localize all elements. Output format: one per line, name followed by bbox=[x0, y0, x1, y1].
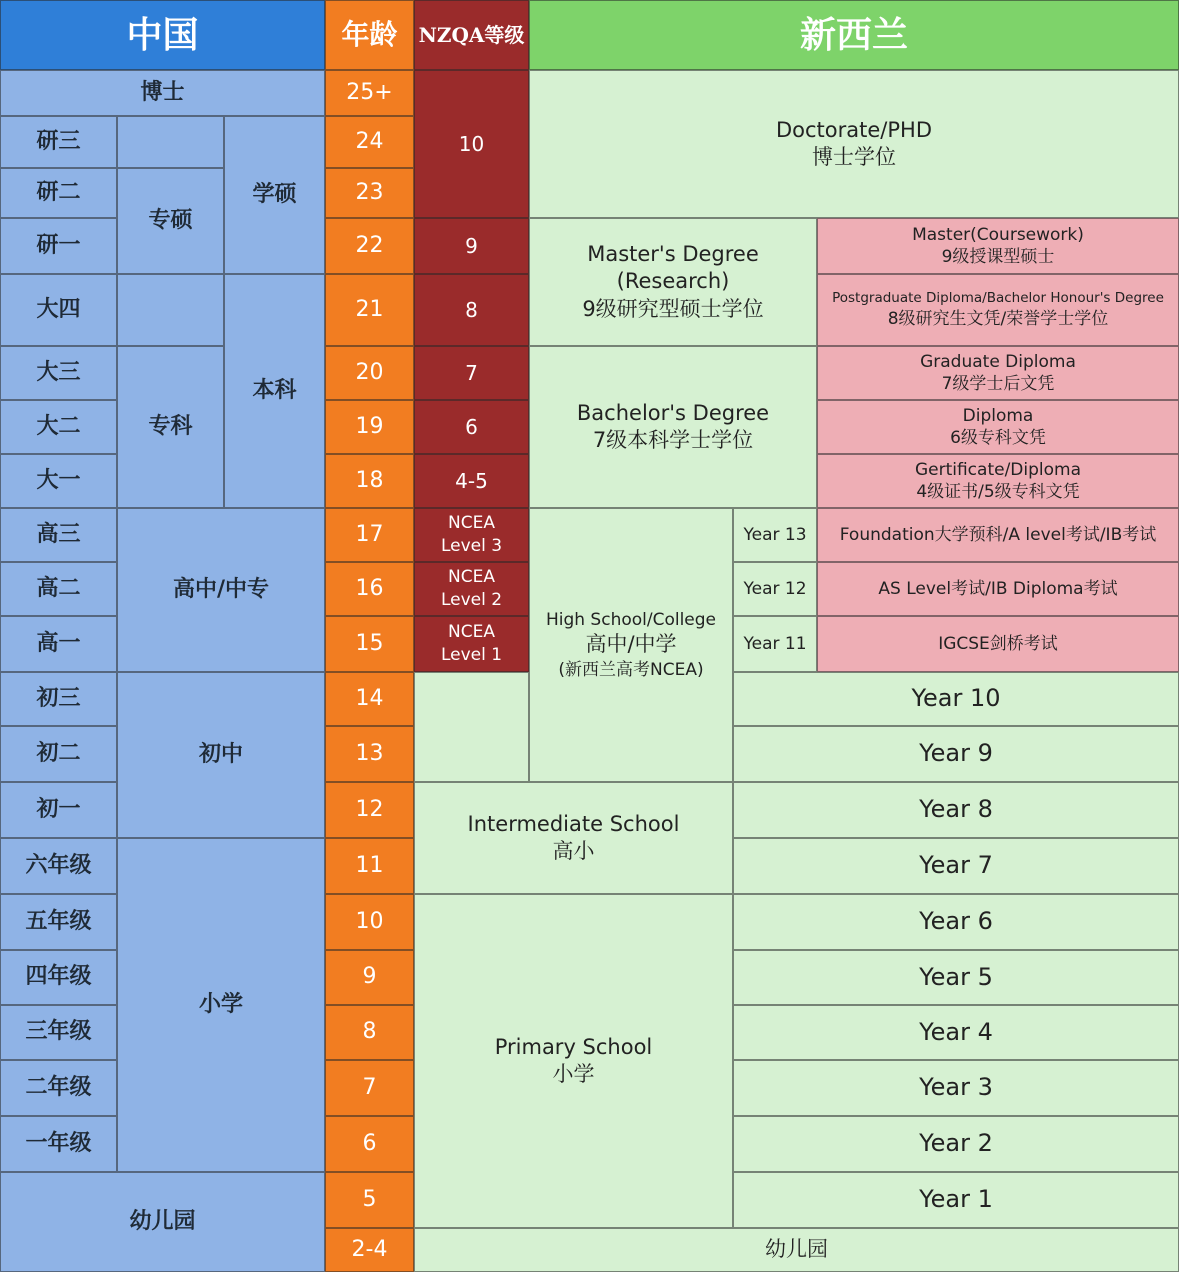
nz-diploma bbox=[817, 400, 1179, 454]
nz-intermediate-school-label: 高小 bbox=[552, 839, 595, 863]
age-cell-label: 19 bbox=[355, 413, 384, 439]
nzqa-ncea-level-2-label: NCEA bbox=[448, 567, 495, 588]
age-cell bbox=[325, 508, 414, 562]
china-postgrad-year-label: 研二 bbox=[36, 179, 81, 205]
nz-primary-school-label: 小学 bbox=[552, 1062, 595, 1086]
age-cell-label: 8 bbox=[362, 1019, 377, 1045]
china-primary-year bbox=[0, 1116, 117, 1172]
nz-graduate-diploma bbox=[817, 346, 1179, 400]
nz-year bbox=[733, 782, 1179, 838]
header-nzqa-label: NZQA等级 bbox=[418, 23, 525, 47]
china-university-year bbox=[0, 346, 117, 400]
nzqa-level-10 bbox=[414, 70, 529, 218]
nz-intermediate-school bbox=[414, 782, 733, 894]
nz-year-label: Year 2 bbox=[919, 1129, 993, 1158]
nzqa-blank bbox=[414, 672, 529, 782]
age-cell bbox=[325, 838, 414, 894]
age-cell-label: 22 bbox=[355, 232, 384, 258]
china-undergraduate bbox=[224, 274, 325, 508]
nzqa-level-9 bbox=[414, 218, 529, 274]
nz-year-label: Year 8 bbox=[919, 795, 993, 824]
age-cell-label: 5 bbox=[362, 1186, 377, 1212]
nz-upper-year-label: Year 12 bbox=[743, 578, 807, 599]
age-cell bbox=[325, 1060, 414, 1116]
nz-upper-year-label: Year 11 bbox=[743, 633, 807, 654]
age-cell bbox=[325, 894, 414, 950]
nz-masters-coursework bbox=[817, 218, 1179, 274]
age-cell bbox=[325, 672, 414, 726]
china-university-year-label: 大四 bbox=[36, 296, 81, 322]
nz-primary-school bbox=[414, 894, 733, 1228]
nz-year bbox=[733, 838, 1179, 894]
china-middle-school bbox=[117, 672, 325, 838]
nz-exam-label: Foundation大学预科/A level考试/IB考试 bbox=[839, 524, 1157, 545]
nzqa-level-7-label: 7 bbox=[465, 361, 478, 385]
nz-graduate-diploma-label: 7级学士后文凭 bbox=[941, 374, 1055, 394]
header-china-label: 中国 bbox=[126, 13, 199, 56]
age-cell-label: 24 bbox=[355, 128, 384, 154]
china-primary-year-label: 二年级 bbox=[25, 1074, 92, 1100]
nzqa-ncea-level-1 bbox=[414, 616, 529, 672]
china-postgrad-year bbox=[0, 168, 117, 218]
china-middle-school-year-label: 初三 bbox=[36, 685, 81, 711]
nz-masters-research-label: 9级研究型硕士学位 bbox=[582, 296, 764, 321]
nzqa-ncea-level-1-label: NCEA bbox=[448, 622, 495, 643]
nz-bachelor bbox=[529, 346, 817, 508]
china-primary-year bbox=[0, 1060, 117, 1116]
nz-doctorate-label: Doctorate/PHD bbox=[775, 117, 932, 142]
nzqa-ncea-level-2 bbox=[414, 562, 529, 616]
age-cell-label: 9 bbox=[362, 964, 377, 990]
nzqa-level-10-label: 10 bbox=[458, 132, 485, 156]
nz-year-label: Year 1 bbox=[919, 1185, 993, 1214]
nz-year-label: Year 6 bbox=[919, 907, 993, 936]
china-kindergarten bbox=[0, 1172, 325, 1272]
nzqa-level-4-5 bbox=[414, 454, 529, 508]
nz-upper-year bbox=[733, 508, 817, 562]
age-cell bbox=[325, 218, 414, 274]
nz-graduate-diploma-label: Graduate Diploma bbox=[920, 351, 1076, 372]
china-undergraduate-label: 本科 bbox=[252, 377, 297, 403]
age-cell-label: 16 bbox=[355, 575, 384, 601]
age-cell bbox=[325, 70, 414, 116]
nz-postgrad-diploma bbox=[817, 274, 1179, 346]
nz-high-school bbox=[529, 508, 733, 782]
age-cell-label: 15 bbox=[355, 630, 384, 656]
nzqa-level-7 bbox=[414, 346, 529, 400]
china-primary-year-label: 六年级 bbox=[25, 852, 92, 878]
china-primary-year bbox=[0, 894, 117, 950]
nz-diploma-label: Diploma bbox=[962, 405, 1034, 426]
china-middle-school-year bbox=[0, 672, 117, 726]
china-middle-school-label: 初中 bbox=[198, 741, 243, 767]
nz-year bbox=[733, 950, 1179, 1005]
china-primary-year-label: 五年级 bbox=[25, 908, 92, 934]
age-cell-label: 2-4 bbox=[351, 1236, 388, 1262]
china-academic-master-label: 学硕 bbox=[252, 181, 297, 207]
nz-kindergarten bbox=[414, 1228, 1179, 1272]
nz-masters-coursework-label: Master(Coursework) bbox=[912, 224, 1084, 245]
age-cell bbox=[325, 1116, 414, 1172]
china-primary-year bbox=[0, 1005, 117, 1060]
nz-exam-label: AS Level考试/IB Diploma考试 bbox=[878, 578, 1118, 599]
age-cell bbox=[325, 782, 414, 838]
nz-bachelor-label: Bachelor's Degree bbox=[576, 400, 770, 425]
age-cell bbox=[325, 1228, 414, 1272]
china-university-year bbox=[0, 454, 117, 508]
header-age-label: 年龄 bbox=[341, 17, 398, 51]
nz-upper-year bbox=[733, 616, 817, 672]
nz-intermediate-school-label: Intermediate School bbox=[467, 811, 680, 836]
china-university-year-label: 大一 bbox=[36, 467, 81, 493]
nz-year-label: Year 9 bbox=[919, 739, 993, 768]
age-cell-label: 17 bbox=[355, 521, 384, 547]
nz-kindergarten-label: 幼儿园 bbox=[765, 1237, 828, 1262]
header-age bbox=[325, 0, 414, 70]
age-cell bbox=[325, 168, 414, 218]
nzqa-ncea-level-1-label: Level 1 bbox=[440, 645, 503, 665]
china-middle-school-year-label: 初一 bbox=[36, 796, 81, 822]
nz-masters-research bbox=[529, 218, 817, 346]
china-university-year bbox=[0, 274, 117, 346]
china-junior-college bbox=[117, 346, 224, 508]
china-professional-master-label: 专硕 bbox=[148, 207, 193, 233]
header-new-zealand bbox=[529, 0, 1179, 70]
age-cell-label: 6 bbox=[362, 1130, 377, 1156]
china-primary-year-label: 三年级 bbox=[25, 1019, 92, 1045]
age-cell-label: 14 bbox=[355, 685, 384, 711]
china-primary-year bbox=[0, 838, 117, 894]
china-blank bbox=[117, 116, 224, 168]
nz-year-label: Year 4 bbox=[919, 1017, 993, 1046]
nz-year bbox=[733, 1172, 1179, 1228]
age-cell-label: 12 bbox=[355, 796, 384, 822]
nz-exam bbox=[817, 562, 1179, 616]
header-new-zealand-label: 新西兰 bbox=[799, 13, 908, 56]
china-university-year bbox=[0, 400, 117, 454]
age-cell bbox=[325, 116, 414, 168]
china-high-school-year bbox=[0, 616, 117, 672]
china-postgrad-year-label: 研三 bbox=[36, 128, 81, 154]
china-high-school-label: 高中/中专 bbox=[172, 576, 270, 602]
nz-exam-label: IGCSE剑桥考试 bbox=[938, 633, 1058, 654]
age-cell-label: 20 bbox=[355, 359, 384, 385]
china-high-school-year-label: 高二 bbox=[36, 575, 81, 601]
header-nzqa bbox=[414, 0, 529, 70]
nzqa-ncea-level-3-label: Level 3 bbox=[440, 536, 503, 556]
nz-high-school-label: High School/College bbox=[545, 610, 717, 631]
china-university-year-label: 大三 bbox=[36, 359, 81, 385]
nz-diploma-label: 6级专科文凭 bbox=[950, 428, 1046, 448]
nz-year bbox=[733, 726, 1179, 782]
china-high-school-year-label: 高三 bbox=[36, 521, 81, 547]
age-cell-label: 18 bbox=[355, 467, 384, 493]
china-kindergarten-label: 幼儿园 bbox=[129, 1208, 196, 1234]
age-cell-label: 11 bbox=[355, 852, 384, 878]
china-primary-school bbox=[117, 838, 325, 1172]
nz-exam bbox=[817, 616, 1179, 672]
china-high-school-year-label: 高一 bbox=[36, 630, 81, 656]
nz-upper-year-label: Year 13 bbox=[743, 524, 807, 545]
nz-year bbox=[733, 894, 1179, 950]
nz-exam bbox=[817, 508, 1179, 562]
nz-bachelor-label: 7级本科学士学位 bbox=[592, 428, 754, 452]
china-primary-year bbox=[0, 950, 117, 1005]
china-middle-school-year bbox=[0, 726, 117, 782]
age-cell-label: 25+ bbox=[346, 79, 393, 105]
age-cell bbox=[325, 726, 414, 782]
age-cell bbox=[325, 616, 414, 672]
china-academic-master bbox=[224, 116, 325, 274]
nzqa-level-4-5-label: 4-5 bbox=[455, 469, 488, 493]
age-cell-label: 10 bbox=[355, 908, 384, 934]
age-cell bbox=[325, 1172, 414, 1228]
china-primary-year-label: 四年级 bbox=[25, 964, 92, 990]
nz-doctorate bbox=[529, 70, 1179, 218]
nzqa-level-6-label: 6 bbox=[465, 415, 478, 439]
china-postgrad-year-label: 研一 bbox=[36, 232, 81, 258]
nz-postgrad-diploma-label: 8级研究生文凭/荣誉学士学位 bbox=[887, 308, 1109, 329]
china-phd bbox=[0, 70, 325, 116]
nz-high-school-label: 高中/中学 bbox=[585, 632, 677, 657]
nz-year bbox=[733, 1005, 1179, 1060]
nz-year-label: Year 7 bbox=[919, 851, 993, 880]
age-cell bbox=[325, 950, 414, 1005]
nz-year bbox=[733, 1116, 1179, 1172]
china-blank bbox=[117, 274, 224, 346]
header-china bbox=[0, 0, 325, 70]
nzqa-level-6 bbox=[414, 400, 529, 454]
china-high-school-year bbox=[0, 508, 117, 562]
age-cell bbox=[325, 274, 414, 346]
china-junior-college-label: 专科 bbox=[148, 413, 193, 439]
china-middle-school-year bbox=[0, 782, 117, 838]
nz-masters-research-label: (Research) bbox=[616, 269, 730, 294]
nz-certificate bbox=[817, 454, 1179, 508]
nz-year-label: Year 10 bbox=[911, 684, 1001, 713]
china-phd-label: 博士 bbox=[140, 79, 185, 105]
china-postgrad-year bbox=[0, 218, 117, 274]
nz-primary-school-label: Primary School bbox=[494, 1034, 653, 1059]
china-professional-master bbox=[117, 168, 224, 274]
china-high-school bbox=[117, 508, 325, 672]
age-cell bbox=[325, 1005, 414, 1060]
nz-year-label: Year 3 bbox=[919, 1073, 993, 1102]
age-cell bbox=[325, 562, 414, 616]
nz-doctorate-label: 博士学位 bbox=[812, 145, 896, 169]
age-cell-label: 21 bbox=[355, 296, 384, 322]
age-cell-label: 23 bbox=[355, 179, 384, 205]
nz-high-school-label: (新西兰高考NCEA) bbox=[558, 659, 704, 680]
age-cell bbox=[325, 454, 414, 508]
nz-postgrad-diploma-label: Postgraduate Diploma/Bachelor Honour's Degree bbox=[832, 290, 1164, 307]
nz-masters-coursework-label: 9级授课型硕士 bbox=[941, 247, 1055, 267]
nz-year bbox=[733, 1060, 1179, 1116]
nz-certificate-label: 4级证书/5级专科文凭 bbox=[916, 482, 1080, 502]
nz-year bbox=[733, 672, 1179, 726]
china-high-school-year bbox=[0, 562, 117, 616]
china-middle-school-year-label: 初二 bbox=[36, 740, 81, 766]
nzqa-ncea-level-3 bbox=[414, 508, 529, 562]
nzqa-level-9-label: 9 bbox=[465, 234, 478, 258]
china-primary-year-label: 一年级 bbox=[25, 1130, 92, 1156]
china-primary-school-label: 小学 bbox=[198, 991, 243, 1017]
nz-year-label: Year 5 bbox=[919, 962, 993, 991]
age-cell bbox=[325, 400, 414, 454]
age-cell bbox=[325, 346, 414, 400]
nz-upper-year bbox=[733, 562, 817, 616]
age-cell-label: 13 bbox=[355, 740, 384, 766]
nz-certificate-label: Gertificate/Diploma bbox=[914, 459, 1082, 480]
nzqa-level-8-label: 8 bbox=[465, 298, 478, 322]
nzqa-ncea-level-2-label: Level 2 bbox=[440, 590, 503, 610]
age-cell-label: 7 bbox=[362, 1074, 377, 1100]
nz-masters-research-label: Master's Degree bbox=[587, 242, 759, 267]
china-postgrad-year bbox=[0, 116, 117, 168]
nzqa-ncea-level-3-label: NCEA bbox=[448, 513, 495, 534]
nzqa-level-8 bbox=[414, 274, 529, 346]
china-university-year-label: 大二 bbox=[36, 413, 81, 439]
